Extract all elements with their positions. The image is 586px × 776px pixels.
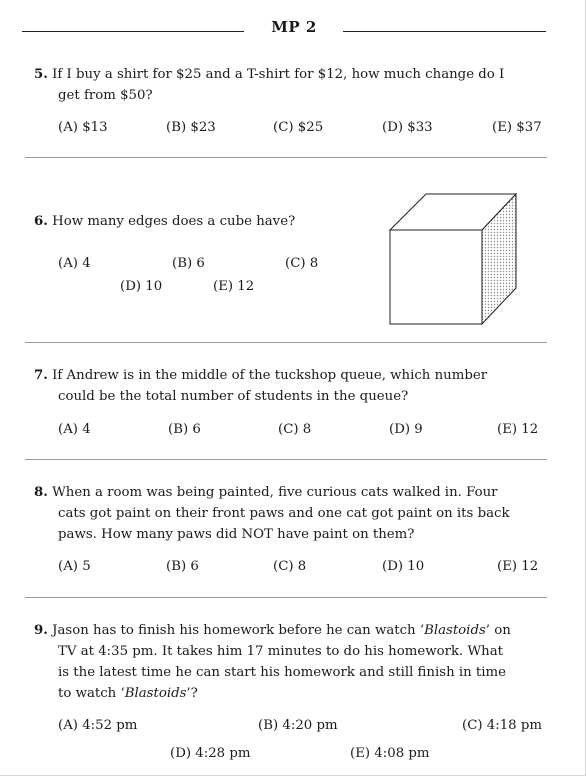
- answer-option-b[interactable]: (B) 4:20 pm: [258, 718, 338, 733]
- question-number: 9.: [34, 623, 48, 638]
- question-text-line: If Andrew is in the middle of the tuckshop queue, which number: [52, 368, 488, 383]
- answer-option-d[interactable]: (D) $33: [382, 120, 433, 135]
- question-text-part: ’?: [186, 686, 198, 701]
- question-text-line: How many edges does a cube have?: [52, 214, 296, 229]
- question-9: [34, 620, 511, 704]
- answer-option-a[interactable]: (A) 4: [58, 256, 91, 271]
- question-5: [34, 64, 504, 106]
- answer-option-e[interactable]: (E) 12: [213, 279, 255, 294]
- page-header: [0, 18, 586, 42]
- answer-option-c[interactable]: (C) 8: [278, 422, 312, 437]
- answer-option-d[interactable]: (D) 10: [120, 279, 163, 294]
- answer-option-d[interactable]: (D) 10: [382, 559, 425, 574]
- page-title: MP 2: [271, 18, 317, 36]
- answer-option-a[interactable]: (A) 5: [58, 559, 91, 574]
- question-text-part: ’ on: [485, 623, 511, 638]
- answer-option-b[interactable]: (B) 6: [166, 559, 199, 574]
- question-divider: [25, 597, 547, 598]
- question-text-line: cats got paint on their front paws and one cat got paint on its back: [58, 506, 510, 521]
- question-6: [34, 211, 295, 232]
- answer-option-e[interactable]: (E) 4:08 pm: [350, 746, 430, 761]
- question-number: 5.: [34, 67, 48, 82]
- question-text-line: TV at 4:35 pm. It takes him 17 minutes to do his homework. What: [58, 644, 503, 659]
- header-rule-right: [343, 31, 546, 32]
- question-divider: [25, 342, 547, 343]
- cube-front-face: [390, 230, 482, 324]
- answer-option-c[interactable]: (C) 8: [285, 256, 319, 271]
- cube-figure: [388, 192, 528, 328]
- question-8: [34, 482, 510, 545]
- question-number: 8.: [34, 485, 48, 500]
- answer-option-b[interactable]: (B) $23: [166, 120, 216, 135]
- answer-option-a[interactable]: (A) 4:52 pm: [58, 718, 138, 733]
- question-text-line: If I buy a shirt for $25 and a T-shirt for $12, how much change do I: [52, 67, 505, 82]
- answer-option-e[interactable]: (E) 12: [497, 559, 539, 574]
- question-text-line: When a room was being painted, five curious cats walked in. Four: [52, 485, 498, 500]
- header-rule-left: [22, 31, 244, 32]
- answer-option-c[interactable]: (C) 4:18 pm: [462, 718, 542, 733]
- question-number: 6.: [34, 214, 48, 229]
- question-text-line: could be the total number of students in the queue?: [58, 389, 409, 404]
- question-text-part: Jason has to finish his homework before he can watch ‘: [52, 623, 425, 638]
- question-divider: [25, 459, 547, 460]
- question-text-line: get from $50?: [58, 88, 153, 103]
- answer-option-c[interactable]: (C) $25: [273, 120, 324, 135]
- question-number: 7.: [34, 368, 48, 383]
- answer-option-a[interactable]: (A) $13: [58, 120, 108, 135]
- question-text-line: is the latest time he can start his homework and still finish in time: [58, 665, 506, 680]
- question-text-line: paws. How many paws did NOT have paint on them?: [58, 527, 415, 542]
- answer-option-c[interactable]: (C) 8: [273, 559, 307, 574]
- answer-option-a[interactable]: (A) 4: [58, 422, 91, 437]
- answer-option-d[interactable]: (D) 9: [389, 422, 423, 437]
- answer-option-e[interactable]: (E) 12: [497, 422, 539, 437]
- question-divider: [25, 157, 547, 158]
- answer-option-d[interactable]: (D) 4:28 pm: [170, 746, 251, 761]
- show-title: Blastoids: [124, 686, 187, 701]
- answer-option-e[interactable]: (E) $37: [492, 120, 542, 135]
- question-text-part: to watch ‘: [58, 686, 125, 701]
- answer-option-b[interactable]: (B) 6: [172, 256, 205, 271]
- question-7: [34, 365, 487, 407]
- answer-option-b[interactable]: (B) 6: [168, 422, 201, 437]
- show-title: Blastoids: [424, 623, 486, 638]
